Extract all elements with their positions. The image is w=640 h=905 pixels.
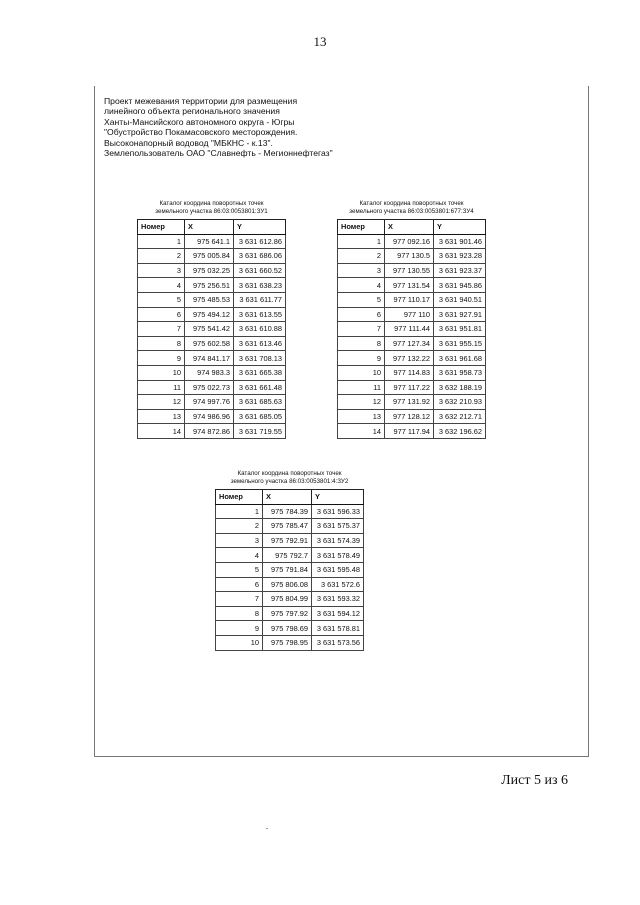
header-line: Землепользователь ОАО "Славнефть - Мегионнефтегаз" — [104, 148, 333, 159]
y-coordinate-cell: 3 631 927.91 — [434, 307, 486, 322]
x-coordinate-cell: 977 130.5 — [385, 249, 434, 264]
table-row — [138, 307, 286, 322]
header-line: Высоконапорный водовод "МБКНС - к.13". — [104, 137, 273, 148]
x-coordinate-cell: 977 131.92 — [385, 395, 434, 410]
y-coordinate-cell: 3 631 578.81 — [312, 621, 364, 636]
table-row — [138, 351, 286, 366]
x-coordinate-cell: 977 117.94 — [385, 424, 434, 439]
point-number-cell: 5 — [138, 292, 185, 307]
table-row — [216, 519, 364, 534]
table-row — [338, 409, 486, 424]
x-coordinate-cell: 977 110.17 — [385, 292, 434, 307]
table-row — [138, 263, 286, 278]
caption-line: Каталог координа поворотных точек — [159, 200, 264, 207]
y-coordinate-cell: 3 631 578.49 — [312, 548, 364, 563]
table-row — [138, 234, 286, 249]
point-number-cell: 3 — [338, 263, 385, 278]
point-number-cell: 7 — [338, 322, 385, 337]
y-coordinate-cell: 3 632 188.19 — [434, 380, 486, 395]
point-number-cell: 9 — [338, 351, 385, 366]
catalog-caption — [337, 200, 486, 216]
table-row — [138, 278, 286, 293]
table-row — [338, 395, 486, 410]
point-number-cell: 1 — [138, 234, 185, 249]
y-coordinate-cell: 3 631 593.32 — [312, 592, 364, 607]
x-coordinate-cell: 975 792.91 — [263, 533, 312, 548]
point-number-cell: 5 — [338, 292, 385, 307]
coordinates-table — [215, 489, 364, 651]
y-coordinate-cell: 3 631 961.68 — [434, 351, 486, 366]
point-number-cell: 14 — [338, 424, 385, 439]
x-coordinate-cell: 977 092.16 — [385, 234, 434, 249]
y-coordinate-cell: 3 631 612.86 — [234, 234, 286, 249]
x-coordinate-cell: 975 784.39 — [263, 504, 312, 519]
x-coordinate-cell: 977 117.22 — [385, 380, 434, 395]
table-row — [338, 292, 486, 307]
x-coordinate-cell: 974 997.76 — [185, 395, 234, 410]
y-coordinate-cell: 3 631 613.46 — [234, 336, 286, 351]
table-row — [216, 562, 364, 577]
point-number-cell: 9 — [216, 621, 263, 636]
y-coordinate-cell: 3 631 660.52 — [234, 263, 286, 278]
caption-line: Каталог координа поворотных точек — [237, 470, 342, 477]
x-coordinate-cell: 977 132.22 — [385, 351, 434, 366]
table-row — [216, 592, 364, 607]
y-coordinate-cell: 3 632 212.71 — [434, 409, 486, 424]
x-coordinate-cell: 975 791.84 — [263, 562, 312, 577]
table-row — [138, 365, 286, 380]
page-number: 13 — [313, 34, 327, 49]
y-coordinate-cell: 3 631 638.23 — [234, 278, 286, 293]
table-header-row — [138, 219, 286, 234]
point-number-cell: 12 — [338, 395, 385, 410]
point-number-cell: 8 — [138, 336, 185, 351]
x-coordinate-cell: 975 032.25 — [185, 263, 234, 278]
y-coordinate-cell: 3 631 596.33 — [312, 504, 364, 519]
point-number-cell: 8 — [338, 336, 385, 351]
y-coordinate-cell: 3 631 685.05 — [234, 409, 286, 424]
coordinate-catalog-zu4 — [337, 200, 486, 439]
catalog-caption — [137, 200, 286, 216]
table-row — [338, 351, 486, 366]
y-coordinate-cell: 3 631 951.81 — [434, 322, 486, 337]
x-coordinate-cell: 975 602.58 — [185, 336, 234, 351]
point-number-cell: 1 — [338, 234, 385, 249]
x-coordinate-cell: 974 872.86 — [185, 424, 234, 439]
x-coordinate-cell: 977 110 — [385, 307, 434, 322]
caption-line: земельного участка 86:03:0053801:ЗУ1 — [155, 207, 268, 215]
y-coordinate-cell: 3 631 923.37 — [434, 263, 486, 278]
y-coordinate-cell: 3 632 210.93 — [434, 395, 486, 410]
header-line: "Обустройство Покамасовского месторождения. — [104, 127, 298, 138]
table-row — [338, 263, 486, 278]
table-row — [216, 533, 364, 548]
x-coordinate-cell: 975 494.12 — [185, 307, 234, 322]
point-number-cell: 13 — [138, 409, 185, 424]
sheet-number: Лист 5 из 6 — [501, 773, 568, 788]
x-coordinate-cell: 975 804.99 — [263, 592, 312, 607]
x-coordinate-cell: 975 798.95 — [263, 635, 312, 650]
column-header-number: Номер — [138, 219, 185, 234]
x-coordinate-cell: 975 792.7 — [263, 548, 312, 563]
point-number-cell: 10 — [138, 365, 185, 380]
x-coordinate-cell: 974 983.3 — [185, 365, 234, 380]
x-coordinate-cell: 977 130.55 — [385, 263, 434, 278]
header-line: Ханты-Мансийского автономного округа - Югры — [104, 116, 295, 127]
point-number-cell: 6 — [338, 307, 385, 322]
table-row — [216, 635, 364, 650]
y-coordinate-cell: 3 631 611.77 — [234, 292, 286, 307]
point-number-cell: 14 — [138, 424, 185, 439]
y-coordinate-cell: 3 631 594.12 — [312, 606, 364, 621]
column-header-y: Y — [234, 219, 286, 234]
y-coordinate-cell: 3 631 574.39 — [312, 533, 364, 548]
caption-line: земельного участка 86:03:0053801:677:ЗУ4 — [349, 207, 474, 215]
table-row — [338, 249, 486, 264]
column-header-x: X — [263, 489, 312, 504]
column-header-number: Номер — [216, 489, 263, 504]
table-row — [216, 577, 364, 592]
table-row — [338, 278, 486, 293]
x-coordinate-cell: 975 806.08 — [263, 577, 312, 592]
point-number-cell: 3 — [216, 533, 263, 548]
table-row — [338, 322, 486, 337]
y-coordinate-cell: 3 631 955.15 — [434, 336, 486, 351]
y-coordinate-cell: 3 631 708.13 — [234, 351, 286, 366]
point-number-cell: 8 — [216, 606, 263, 621]
x-coordinate-cell: 977 128.12 — [385, 409, 434, 424]
x-coordinate-cell: 975 485.53 — [185, 292, 234, 307]
y-coordinate-cell: 3 631 572.6 — [312, 577, 364, 592]
point-number-cell: 6 — [216, 577, 263, 592]
y-coordinate-cell: 3 631 923.28 — [434, 249, 486, 264]
table-row — [138, 409, 286, 424]
point-number-cell: 10 — [216, 635, 263, 650]
y-coordinate-cell: 3 631 613.55 — [234, 307, 286, 322]
y-coordinate-cell: 3 631 940.51 — [434, 292, 486, 307]
y-coordinate-cell: 3 631 719.55 — [234, 424, 286, 439]
point-number-cell: 7 — [138, 322, 185, 337]
column-header-x: X — [185, 219, 234, 234]
table-row — [138, 249, 286, 264]
caption-line: Каталог координа поворотных точек — [359, 200, 464, 207]
y-coordinate-cell: 3 631 685.63 — [234, 395, 286, 410]
point-number-cell: 13 — [338, 409, 385, 424]
header-line: Проект межевания территории для размещения — [104, 96, 298, 106]
table-row — [216, 504, 364, 519]
table-row — [138, 322, 286, 337]
catalog-caption — [215, 470, 364, 486]
coordinates-table — [337, 219, 486, 439]
y-coordinate-cell: 3 631 958.73 — [434, 365, 486, 380]
y-coordinate-cell: 3 631 610.88 — [234, 322, 286, 337]
table-row — [138, 380, 286, 395]
y-coordinate-cell: 3 632 196.62 — [434, 424, 486, 439]
point-number-cell: 4 — [338, 278, 385, 293]
x-coordinate-cell: 975 641.1 — [185, 234, 234, 249]
x-coordinate-cell: 975 785.47 — [263, 519, 312, 534]
table-header-row — [338, 219, 486, 234]
y-coordinate-cell: 3 631 595.48 — [312, 562, 364, 577]
y-coordinate-cell: 3 631 901.46 — [434, 234, 486, 249]
point-number-cell: 9 — [138, 351, 185, 366]
table-row — [138, 424, 286, 439]
y-coordinate-cell: 3 631 686.06 — [234, 249, 286, 264]
point-number-cell: 7 — [216, 592, 263, 607]
header-line: линейного объекта регионального значения — [104, 106, 280, 117]
coordinate-catalog-zu2 — [215, 470, 364, 651]
scan-speck — [266, 828, 268, 829]
point-number-cell: 11 — [138, 380, 185, 395]
x-coordinate-cell: 977 114.83 — [385, 365, 434, 380]
point-number-cell: 2 — [138, 249, 185, 264]
y-coordinate-cell: 3 631 665.38 — [234, 365, 286, 380]
x-coordinate-cell: 977 131.54 — [385, 278, 434, 293]
table-row — [138, 395, 286, 410]
y-coordinate-cell: 3 631 661.48 — [234, 380, 286, 395]
point-number-cell: 4 — [216, 548, 263, 563]
table-row — [216, 606, 364, 621]
x-coordinate-cell: 975 797.92 — [263, 606, 312, 621]
x-coordinate-cell: 975 541.42 — [185, 322, 234, 337]
project-header — [104, 96, 333, 158]
table-row — [216, 621, 364, 636]
point-number-cell: 2 — [338, 249, 385, 264]
table-row — [338, 307, 486, 322]
column-header-x: X — [385, 219, 434, 234]
table-row — [138, 336, 286, 351]
point-number-cell: 11 — [338, 380, 385, 395]
x-coordinate-cell: 977 127.34 — [385, 336, 434, 351]
point-number-cell: 4 — [138, 278, 185, 293]
x-coordinate-cell: 975 022.73 — [185, 380, 234, 395]
coordinate-catalog-zu1 — [137, 200, 286, 439]
y-coordinate-cell: 3 631 945.86 — [434, 278, 486, 293]
x-coordinate-cell: 975 798.69 — [263, 621, 312, 636]
column-header-y: Y — [434, 219, 486, 234]
point-number-cell: 5 — [216, 562, 263, 577]
y-coordinate-cell: 3 631 575.37 — [312, 519, 364, 534]
table-row — [338, 424, 486, 439]
coordinates-table — [137, 219, 286, 439]
caption-line: земельного участка 86:03:0053801:4:ЗУ2 — [230, 477, 349, 485]
table-header-row — [216, 489, 364, 504]
x-coordinate-cell: 977 111.44 — [385, 322, 434, 337]
table-row — [338, 380, 486, 395]
table-row — [338, 234, 486, 249]
point-number-cell: 3 — [138, 263, 185, 278]
table-row — [138, 292, 286, 307]
table-row — [216, 548, 364, 563]
x-coordinate-cell: 974 841.17 — [185, 351, 234, 366]
x-coordinate-cell: 975 256.51 — [185, 278, 234, 293]
point-number-cell: 1 — [216, 504, 263, 519]
y-coordinate-cell: 3 631 573.56 — [312, 635, 364, 650]
point-number-cell: 6 — [138, 307, 185, 322]
x-coordinate-cell: 974 986.96 — [185, 409, 234, 424]
column-header-number: Номер — [338, 219, 385, 234]
x-coordinate-cell: 975 005.84 — [185, 249, 234, 264]
column-header-y: Y — [312, 489, 364, 504]
table-row — [338, 336, 486, 351]
point-number-cell: 2 — [216, 519, 263, 534]
point-number-cell: 10 — [338, 365, 385, 380]
point-number-cell: 12 — [138, 395, 185, 410]
table-row — [338, 365, 486, 380]
